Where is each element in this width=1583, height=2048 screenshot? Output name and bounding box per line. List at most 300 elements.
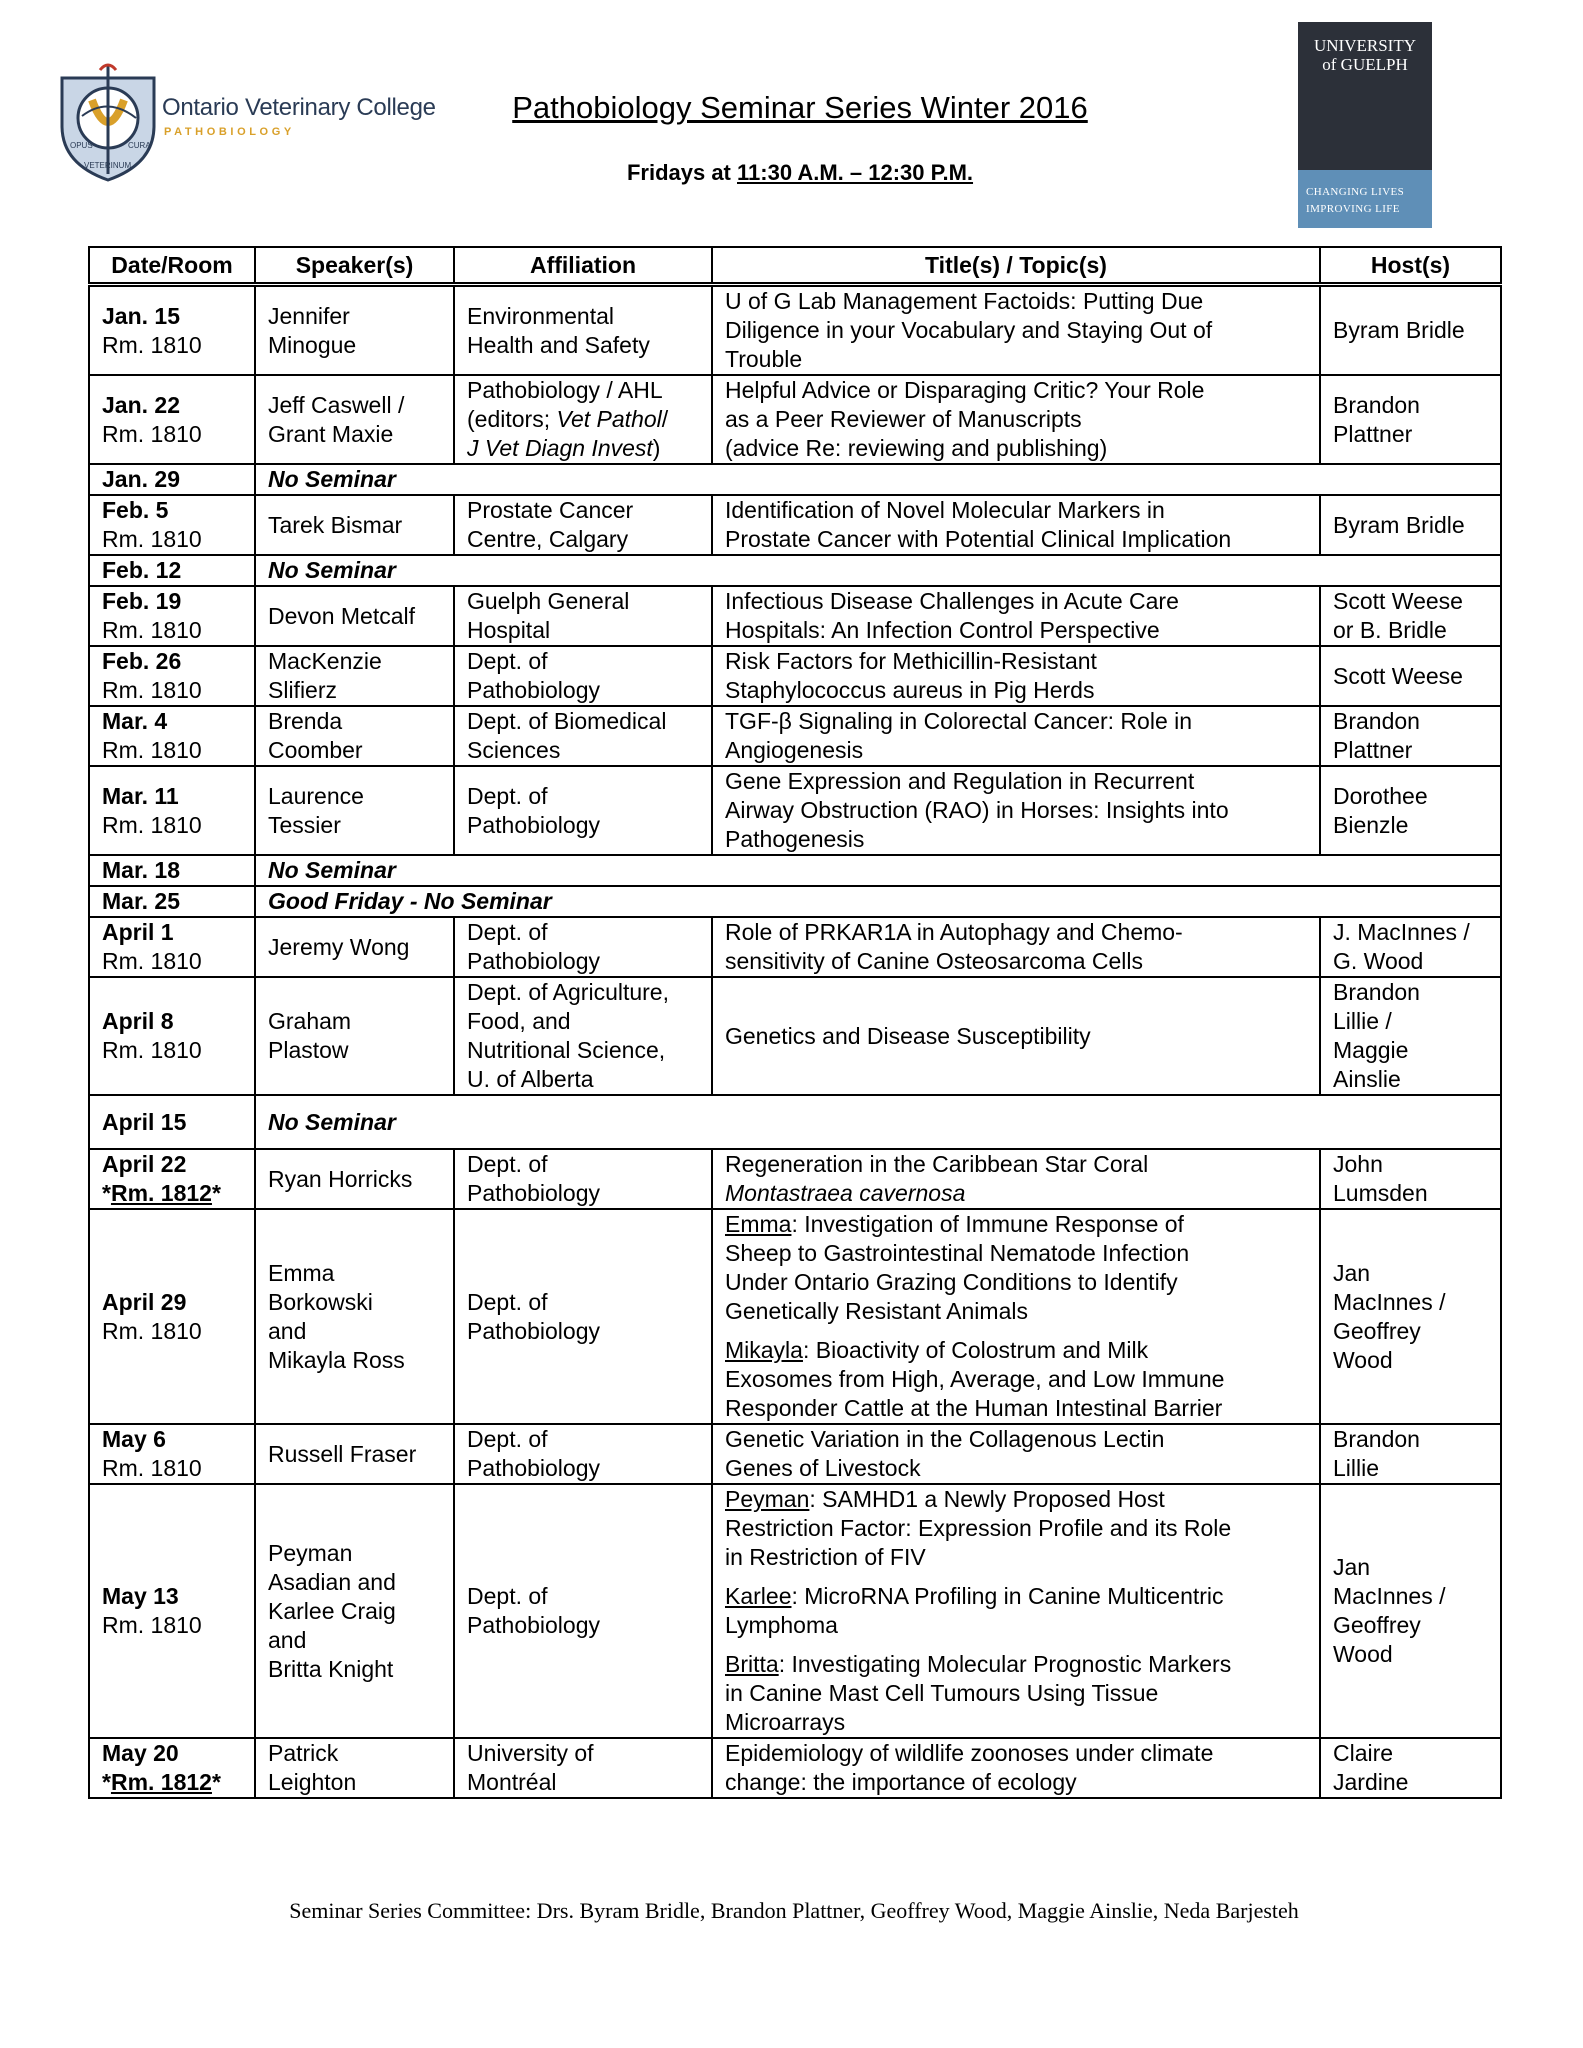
speaker-line: Laurence	[268, 782, 364, 809]
affiliation-line: Hospital	[467, 617, 551, 643]
host-line: Brandon	[1333, 1426, 1420, 1452]
speaker-line: MacKenzie	[268, 648, 382, 674]
talk-title-line: Gene Expression and Regulation in Recurrent	[725, 768, 1195, 794]
title-topic-cell	[712, 1738, 1320, 1798]
table-row	[89, 1209, 1501, 1424]
seminar-date: Feb. 12	[102, 557, 182, 583]
speaker-cell	[255, 977, 454, 1095]
host-line: Geoffrey	[1333, 1612, 1421, 1638]
seminar-date: May 13	[102, 1583, 179, 1609]
university-logo	[1298, 22, 1432, 228]
speaker-cell	[255, 706, 454, 766]
talk-title-line: Role of PRKAR1A in Autophagy and Chemo-	[725, 919, 1183, 945]
host-line: Brandon	[1333, 391, 1420, 418]
affiliation-line: Pathobiology / AHL	[467, 377, 663, 403]
seminar-date: Mar. 18	[102, 857, 180, 883]
schedule-subtitle	[440, 160, 1160, 186]
seminar-room: Rm. 1810	[102, 811, 202, 838]
host-cell	[1320, 646, 1501, 706]
seminar-date: Jan. 29	[102, 466, 180, 492]
table-row	[89, 1738, 1501, 1798]
college-name: Ontario Veterinary College	[162, 94, 436, 121]
talk-title-line: Airway Obstruction (RAO) in Horses: Insights into	[725, 797, 1229, 823]
talk-part-first-line	[725, 1485, 1307, 1514]
title-topic-cell	[712, 977, 1320, 1095]
title-topic-cell	[712, 917, 1320, 977]
table-row	[89, 586, 1501, 646]
date-room-cell	[89, 375, 255, 464]
talk-title-line: Microarrays	[725, 1709, 846, 1735]
date-room-cell	[89, 1484, 255, 1738]
committee-footer: Seminar Series Committee: Drs. Byram Bridle, Brandon Plattner, Geoffrey Wood, Maggie Ainslie, Neda Barjesteh	[289, 1898, 1299, 1923]
speaker-line: Asadian and	[268, 1568, 396, 1595]
affiliation-line: Dept. of	[467, 782, 548, 809]
date-room-cell	[89, 285, 255, 376]
speaker-line: Britta Knight	[268, 1655, 394, 1682]
affiliation-line: Pathobiology	[467, 1612, 600, 1638]
room-number: Rm. 1812	[110, 1180, 212, 1206]
speaker-line: Emma	[268, 1259, 335, 1286]
seminar-date: April 22	[102, 1151, 187, 1177]
affiliation-cell	[454, 646, 712, 706]
presenter-name: Karlee	[725, 1583, 792, 1609]
host-line: Plattner	[1333, 420, 1413, 447]
talk-title-line: Sheep to Gastrointestinal Nematode Infection	[725, 1240, 1190, 1266]
university-tagline	[1306, 184, 1426, 218]
talk-part-first-line	[725, 1336, 1307, 1365]
speaker-line: Devon Metcalf	[268, 602, 416, 629]
date-room-cell	[89, 766, 255, 855]
table-row	[89, 646, 1501, 706]
host-line: Maggie	[1333, 1037, 1409, 1063]
speaker-cell	[255, 766, 454, 855]
seminar-room: Rm. 1810	[102, 1317, 202, 1344]
table-row	[89, 766, 1501, 855]
date-room-cell	[89, 555, 255, 586]
no-seminar-cell: No Seminar	[255, 464, 1501, 495]
date-room-cell	[89, 1424, 255, 1484]
speaker-line: Tarek Bismar	[268, 511, 403, 538]
affiliation-cell	[454, 1424, 712, 1484]
crest-motto-bottom: VETERINUM	[84, 161, 132, 170]
affiliation-line: J Vet Diagn Invest)	[467, 435, 661, 461]
speaker-line: Borkowski	[268, 1288, 373, 1315]
presenter-name: Britta	[725, 1651, 779, 1677]
affiliation-line: Food, and	[467, 1008, 571, 1034]
room-marker: *	[211, 1769, 221, 1795]
date-room-cell	[89, 855, 255, 886]
speaker-line: Plastow	[268, 1037, 349, 1063]
room-marker: *	[102, 1180, 111, 1206]
seminar-date: Feb. 19	[102, 588, 182, 614]
column-header-hosts: Host(s)	[1320, 247, 1501, 285]
affiliation-cell	[454, 1738, 712, 1798]
talk-title-line: Pathogenesis	[725, 826, 865, 852]
affiliation-line: Pathobiology	[467, 677, 600, 703]
seminar-room	[102, 1179, 242, 1208]
talk-part	[725, 1650, 1307, 1737]
talk-title-text: : Investigation of Immune Response of	[791, 1211, 1184, 1237]
host-line: Byram Bridle	[1333, 317, 1465, 343]
host-line: Lillie	[1333, 1455, 1380, 1481]
speaker-line: and	[268, 1626, 307, 1653]
seminar-date: May 6	[102, 1426, 166, 1452]
talk-title-line: Responder Cattle at the Human Intestinal Barrier	[725, 1395, 1223, 1421]
speaker-line: Minogue	[268, 331, 357, 358]
speaker-cell	[255, 1424, 454, 1484]
no-seminar-cell: No Seminar	[255, 1095, 1501, 1149]
date-room-cell	[89, 1149, 255, 1209]
date-room-cell	[89, 464, 255, 495]
host-line: Claire	[1333, 1740, 1394, 1766]
speaker-line: and	[268, 1317, 307, 1344]
table-row	[89, 1484, 1501, 1738]
talk-title-text: : Bioactivity of Colostrum and Milk	[802, 1337, 1149, 1363]
speaker-cell	[255, 495, 454, 555]
talk-part	[725, 1210, 1307, 1326]
affiliation-cell	[454, 285, 712, 376]
title-topic-cell	[712, 646, 1320, 706]
talk-title-text: : MicroRNA Profiling in Canine Multicentric	[791, 1583, 1224, 1609]
presenter-name: Emma	[725, 1211, 792, 1237]
presenter-name: Mikayla	[725, 1337, 803, 1363]
speaker-cell	[255, 1209, 454, 1424]
host-line: Lillie /	[1333, 1008, 1392, 1034]
host-line: John	[1333, 1151, 1383, 1177]
university-name-line1: UNIVERSITY	[1314, 36, 1416, 55]
host-cell	[1320, 1149, 1501, 1209]
affiliation-line: Pathobiology	[467, 1455, 600, 1481]
seminar-room: Rm. 1810	[102, 617, 202, 643]
host-cell	[1320, 977, 1501, 1095]
speaker-cell	[255, 1149, 454, 1209]
speaker-cell	[255, 1738, 454, 1798]
talk-title-line: Risk Factors for Methicillin-Resistant	[725, 648, 1097, 674]
talk-title-line: change: the importance of ecology	[725, 1769, 1077, 1795]
date-room-cell	[89, 977, 255, 1095]
host-line: Scott Weese	[1333, 662, 1463, 689]
affiliation-line: Dept. of Agriculture,	[467, 979, 669, 1005]
host-cell	[1320, 766, 1501, 855]
seminar-room: Rm. 1810	[102, 526, 202, 552]
talk-title-line: Epidemiology of wildlife zoonoses under climate	[725, 1740, 1214, 1766]
speaker-line: Brenda	[268, 708, 343, 734]
talk-part	[725, 1582, 1307, 1640]
table-row	[89, 1095, 1501, 1149]
host-line: Jan	[1333, 1259, 1371, 1286]
host-line: MacInnes /	[1333, 1288, 1446, 1315]
table-header-row	[89, 247, 1501, 285]
table-row	[89, 855, 1501, 886]
host-line: Brandon	[1333, 708, 1420, 734]
talk-title-line: Genetic Variation in the Collagenous Lectin	[725, 1426, 1165, 1452]
title-topic-cell	[712, 375, 1320, 464]
seminar-date: April 15	[102, 1108, 187, 1135]
talk-part-first-line	[725, 1582, 1307, 1611]
talk-title-line: in Restriction of FIV	[725, 1544, 926, 1570]
affiliation-cell	[454, 586, 712, 646]
seminar-date: Mar. 11	[102, 782, 179, 809]
seminar-date: Jan. 15	[102, 302, 180, 329]
host-cell	[1320, 1424, 1501, 1484]
subtitle-prefix: Fridays at	[626, 160, 737, 185]
seminar-date: Mar. 4	[102, 708, 168, 734]
host-cell	[1320, 1484, 1501, 1738]
date-room-cell	[89, 706, 255, 766]
talk-part	[725, 1336, 1307, 1423]
table-row	[89, 706, 1501, 766]
talk-title-line: Lymphoma	[725, 1612, 838, 1638]
talk-title-line: Infectious Disease Challenges in Acute Care	[725, 588, 1179, 614]
host-cell	[1320, 917, 1501, 977]
host-line: Dorothee	[1333, 782, 1428, 809]
speaker-line: Russell Fraser	[268, 1440, 417, 1467]
room-marker: *	[102, 1769, 111, 1795]
affiliation-cell	[454, 1484, 712, 1738]
presenter-name: Peyman	[725, 1486, 810, 1512]
affiliation-line: Dept. of	[467, 1151, 548, 1177]
college-department: PATHOBIOLOGY	[164, 126, 295, 138]
speaker-cell	[255, 375, 454, 464]
seminar-date: May 20	[102, 1740, 179, 1766]
talk-title-line: Identification of Novel Molecular Markers in	[725, 497, 1165, 523]
title-topic-cell	[712, 766, 1320, 855]
affiliation-line: Nutritional Science,	[467, 1037, 666, 1063]
date-room-cell	[89, 917, 255, 977]
university-tagline-box	[1298, 170, 1432, 228]
table-row	[89, 555, 1501, 586]
speaker-line: Graham	[268, 1008, 352, 1034]
crest-motto-right: CURA	[128, 141, 151, 150]
title-topic-cell	[712, 495, 1320, 555]
affiliation-line: Pathobiology	[467, 811, 600, 838]
table-row	[89, 464, 1501, 495]
speaker-line: Leighton	[268, 1769, 357, 1795]
affiliation-line: Centre, Calgary	[467, 526, 629, 552]
table-row	[89, 1149, 1501, 1209]
speaker-line: Jeremy Wong	[268, 933, 410, 960]
speaker-line: Grant Maxie	[268, 420, 394, 447]
talk-title-text: : Investigating Molecular Prognostic Markers	[778, 1651, 1232, 1677]
talk-title-line: Staphylococcus aureus in Pig Herds	[725, 677, 1095, 703]
talk-title-line: as a Peer Reviewer of Manuscripts	[725, 406, 1082, 432]
talk-title-line: Restriction Factor: Expression Profile and its Role	[725, 1515, 1232, 1541]
title-topic-cell	[712, 586, 1320, 646]
seminar-room: Rm. 1810	[102, 420, 202, 447]
talk-title-line: Helpful Advice or Disparaging Critic? Your Role	[725, 377, 1205, 403]
title-topic-cell	[712, 706, 1320, 766]
talk-title-line: Genetically Resistant Animals	[725, 1298, 1028, 1324]
title-topic-cell	[712, 1424, 1320, 1484]
table-row	[89, 495, 1501, 555]
host-line: Ainslie	[1333, 1066, 1401, 1092]
schedule-body	[89, 285, 1501, 1799]
seminar-date: Mar. 25	[102, 888, 180, 914]
talk-title-line: Diligence in your Vocabulary and Staying Out of	[725, 317, 1213, 343]
speaker-line: Coomber	[268, 737, 363, 763]
title-topic-cell	[712, 285, 1320, 376]
seminar-room: Rm. 1810	[102, 1455, 202, 1481]
room-number: Rm. 1812	[110, 1769, 212, 1795]
affiliation-line: Pathobiology	[467, 1317, 600, 1344]
seminar-room: Rm. 1810	[102, 1037, 202, 1063]
seminar-date: April 29	[102, 1288, 187, 1315]
host-line: J. MacInnes /	[1333, 919, 1470, 945]
talk-part-first-line	[725, 1210, 1307, 1239]
table-row	[89, 917, 1501, 977]
talk-title-line: Exosomes from High, Average, and Low Immune	[725, 1366, 1225, 1392]
speaker-line: Karlee Craig	[268, 1597, 396, 1624]
title-topic-cell	[712, 1209, 1320, 1424]
speaker-line: Ryan Horricks	[268, 1165, 413, 1192]
date-room-cell	[89, 586, 255, 646]
talk-title-line: TGF-β Signaling in Colorectal Cancer: Role in	[725, 708, 1193, 734]
host-line: Plattner	[1333, 737, 1413, 763]
seminar-room	[102, 1768, 242, 1797]
talk-title-line: sensitivity of Canine Osteosarcoma Cells	[725, 948, 1143, 974]
speaker-line: Jennifer	[268, 302, 350, 329]
seminar-date: Jan. 22	[102, 391, 180, 418]
host-cell	[1320, 285, 1501, 376]
host-line: Scott Weese	[1333, 588, 1463, 614]
affiliation-line: Montréal	[467, 1769, 557, 1795]
table-row	[89, 285, 1501, 376]
seminar-date: April 8	[102, 1008, 174, 1034]
title-topic-cell	[712, 1149, 1320, 1209]
column-header-date-room: Date/Room	[89, 247, 255, 285]
speaker-line: Tessier	[268, 811, 341, 838]
table-row	[89, 375, 1501, 464]
speaker-line: Jeff Caswell /	[268, 391, 405, 418]
affiliation-line: Prostate Cancer	[467, 497, 634, 523]
journal-name: Vet Pathol	[556, 406, 662, 432]
talk-title-line: Genetics and Disease Susceptibility	[725, 1022, 1091, 1049]
host-cell	[1320, 586, 1501, 646]
host-cell	[1320, 706, 1501, 766]
affiliation-line: (editors; Vet Pathol/	[467, 406, 669, 432]
speaker-cell	[255, 1484, 454, 1738]
affiliation-cell	[454, 1209, 712, 1424]
affiliation-line: Dept. of	[467, 1426, 548, 1452]
affiliation-cell	[454, 977, 712, 1095]
talk-title-line: U of G Lab Management Factoids: Putting Due	[725, 288, 1204, 314]
host-line: Wood	[1333, 1641, 1393, 1667]
table-row	[89, 1424, 1501, 1484]
speaker-line: Mikayla Ross	[268, 1346, 405, 1373]
date-room-cell	[89, 646, 255, 706]
affiliation-line: Sciences	[467, 737, 561, 763]
talk-title-line: Regeneration in the Caribbean Star Coral	[725, 1151, 1149, 1177]
affiliation-line: Pathobiology	[467, 948, 600, 974]
host-line: Geoffrey	[1333, 1317, 1421, 1344]
host-line: Wood	[1333, 1346, 1393, 1373]
ovc-crest-icon	[52, 56, 164, 184]
host-line: Jan	[1333, 1554, 1371, 1580]
seminar-room: Rm. 1810	[102, 331, 202, 358]
subtitle-time: 11:30 A.M. – 12:30 P.M.	[737, 160, 974, 185]
journal-name: J Vet Diagn Invest	[467, 435, 653, 461]
ovc-logo	[52, 56, 462, 186]
host-cell	[1320, 495, 1501, 555]
affiliation-cell	[454, 1149, 712, 1209]
affiliation-cell	[454, 706, 712, 766]
host-line: Byram Bridle	[1333, 511, 1465, 538]
affiliation-line: Dept. of	[467, 1583, 548, 1609]
talk-title-line: Genes of Livestock	[725, 1455, 921, 1481]
affiliation-cell	[454, 495, 712, 555]
host-cell	[1320, 1738, 1501, 1798]
host-line: Jardine	[1333, 1769, 1409, 1795]
affiliation-line: Guelph General	[467, 588, 630, 614]
page-title: Pathobiology Seminar Series Winter 2016	[512, 90, 1088, 125]
host-line: Brandon	[1333, 979, 1420, 1005]
affiliation-cell	[454, 375, 712, 464]
affiliation-line: University of	[467, 1740, 594, 1766]
affiliation-cell	[454, 917, 712, 977]
speaker-line: Patrick	[268, 1740, 339, 1766]
column-header-speakers: Speaker(s)	[255, 247, 454, 285]
talk-part	[725, 1485, 1307, 1572]
speaker-line: Slifierz	[268, 677, 338, 703]
table-row	[89, 886, 1501, 917]
affiliation-line: U. of Alberta	[467, 1066, 594, 1092]
speaker-cell	[255, 646, 454, 706]
host-cell	[1320, 1209, 1501, 1424]
talk-title-line: Montastraea cavernosa	[725, 1180, 966, 1206]
talk-part-first-line	[725, 1650, 1307, 1679]
affiliation-cell	[454, 766, 712, 855]
column-header-title-topic: Title(s) / Topic(s)	[712, 247, 1320, 285]
host-line: Bienzle	[1333, 811, 1409, 838]
host-line: G. Wood	[1333, 948, 1424, 974]
speaker-cell	[255, 285, 454, 376]
seminar-date: Feb. 26	[102, 648, 182, 674]
no-seminar-cell: No Seminar	[255, 855, 1501, 886]
room-marker: *	[211, 1180, 221, 1206]
column-header-affiliation: Affiliation	[454, 247, 712, 285]
table-row	[89, 977, 1501, 1095]
date-room-cell	[89, 1738, 255, 1798]
affiliation-line: Environmental	[467, 302, 615, 329]
talk-title-line: Angiogenesis	[725, 737, 864, 763]
affiliation-line: Pathobiology	[467, 1180, 600, 1206]
host-cell	[1320, 375, 1501, 464]
university-name	[1298, 36, 1432, 74]
host-line: MacInnes /	[1333, 1583, 1446, 1609]
talk-title-line: in Canine Mast Cell Tumours Using Tissue	[725, 1680, 1159, 1706]
university-tagline-line1: CHANGING LIVES	[1306, 186, 1405, 198]
speaker-cell	[255, 917, 454, 977]
talk-title-line: (advice Re: reviewing and publishing)	[725, 435, 1108, 461]
seminar-room: Rm. 1810	[102, 737, 202, 763]
talk-title-line: Under Ontario Grazing Conditions to Identify	[725, 1269, 1178, 1295]
seminar-room: Rm. 1810	[102, 677, 202, 703]
date-room-cell	[89, 886, 255, 917]
date-room-cell	[89, 495, 255, 555]
affiliation-line: Dept. of	[467, 1288, 548, 1315]
affiliation-line: Dept. of Biomedical	[467, 708, 667, 734]
date-room-cell	[89, 1209, 255, 1424]
university-tagline-line2: IMPROVING LIFE	[1306, 203, 1400, 215]
affiliation-line: Health and Safety	[467, 331, 650, 358]
host-line: Lumsden	[1333, 1180, 1428, 1206]
crest-motto-left: OPUS	[70, 141, 93, 150]
title-topic-cell	[712, 1484, 1320, 1738]
affiliation-line: Dept. of	[467, 648, 548, 674]
talk-title-line: Trouble	[725, 346, 803, 372]
speaker-cell	[255, 586, 454, 646]
host-line: or B. Bridle	[1333, 617, 1447, 643]
